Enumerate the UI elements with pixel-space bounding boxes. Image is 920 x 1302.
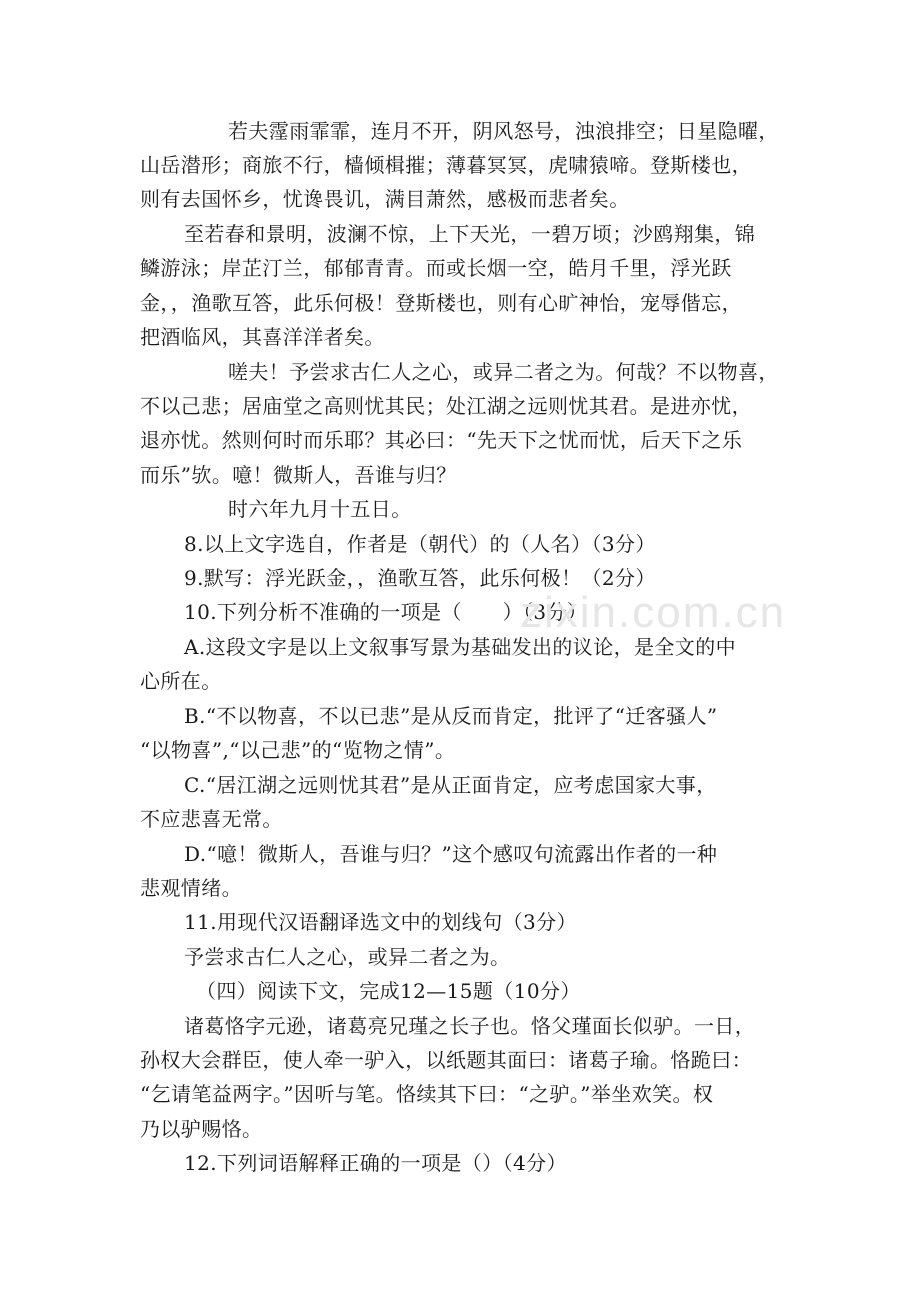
text-line: 若夫霪雨霏霏，连月不开，阴风怒号，浊浪排空；日星隐曜，	[228, 119, 779, 143]
option-a: 心所在。	[140, 669, 222, 693]
question-12: 12.下列词语解释正确的一项是（）（4分）	[184, 1151, 567, 1175]
question-9: 9.默写：浮光跃金，，渔歌互答，此乐何极！（2分）	[184, 566, 656, 590]
section-heading: （四）阅读下文，完成12—15题（10分）	[196, 979, 581, 1003]
text-line: 退亦忧。然则何时而乐耶？其必曰：“先天下之忧而忧，后天下之乐	[140, 428, 743, 452]
question-8: 8.以上文字选自，作者是（朝代）的（人名）（3分）	[184, 532, 656, 556]
watermark: zixin.com.cn	[520, 588, 787, 637]
option-c: 不应悲喜无常。	[140, 807, 283, 831]
text-line: 而乐”欤。噫！微斯人，吾谁与归？	[140, 463, 457, 487]
text-line: 山岳潜形；商旅不行，樯倾楫摧；薄暮冥冥，虎啸猿啼。登斯楼也，	[140, 153, 752, 177]
option-d: 悲观情绪。	[140, 876, 242, 900]
text-line: 不以己悲；居庙堂之高则忧其民；处江湖之远则忧其君。是进亦忧，	[140, 394, 752, 418]
text-line: 予尝求古仁人之心，或异二者之为。	[184, 945, 511, 969]
option-d: D.“噫！微斯人，吾谁与归？”这个感叹句流露出作者的一种	[184, 842, 718, 866]
text-line: 则有去国怀乡，忧谗畏讥，满目萧然，感极而悲者矣。	[140, 187, 630, 211]
text-line: 时六年九月十五日。	[228, 497, 412, 521]
option-c: C.“居江湖之远则忧其君”是从正面肯定，应考虑国家大事，	[184, 773, 717, 797]
text-line: 嗟夫！予尝求古仁人之心，或异二者之为。何哉？不以物喜，	[228, 360, 779, 384]
text-line: “乞请笔益两字。”因听与笔。恪续其下曰：“之驴。”举坐欢笑。权	[140, 1082, 714, 1106]
text-line: 金，，渔歌互答，此乐何极！登斯楼也，则有心旷神怡，宠辱偕忘，	[140, 291, 742, 315]
text-line: 把酒临风，其喜洋洋者矣。	[140, 325, 385, 349]
text-line: 诸葛恪字元逊，诸葛亮兄瑾之长子也。恪父瑾面长似驴。一日，	[184, 1014, 756, 1038]
text-line: 乃以驴赐恪。	[140, 1117, 263, 1141]
option-a: A.这段文字是以上文叙事写景为基础发出的议论，是全文的中	[184, 635, 737, 659]
option-b: B.“不以物喜，不以已悲”是从反而肯定，批评了“迁客骚人”	[184, 704, 718, 728]
question-10: 10.下列分析不准确的一项是（ ）（3分）	[184, 600, 588, 624]
question-11: 11.用现代汉语翻译选文中的划线句（3分）	[184, 910, 577, 934]
text-line: 孙权大会群臣，使人牵一驴入，以纸题其面曰：诸葛子瑜。恪跪曰：	[140, 1048, 752, 1072]
text-line: 鳞游泳；岸芷汀兰，郁郁青青。而或长烟一空，皓月千里，浮光跃	[140, 256, 732, 280]
text-line: 至若春和景明，波澜不惊，上下天光，一碧万顷；沙鸥翔集，锦	[184, 222, 756, 246]
option-b: “以物喜”,“以己悲”的“览物之情”。	[140, 738, 456, 762]
